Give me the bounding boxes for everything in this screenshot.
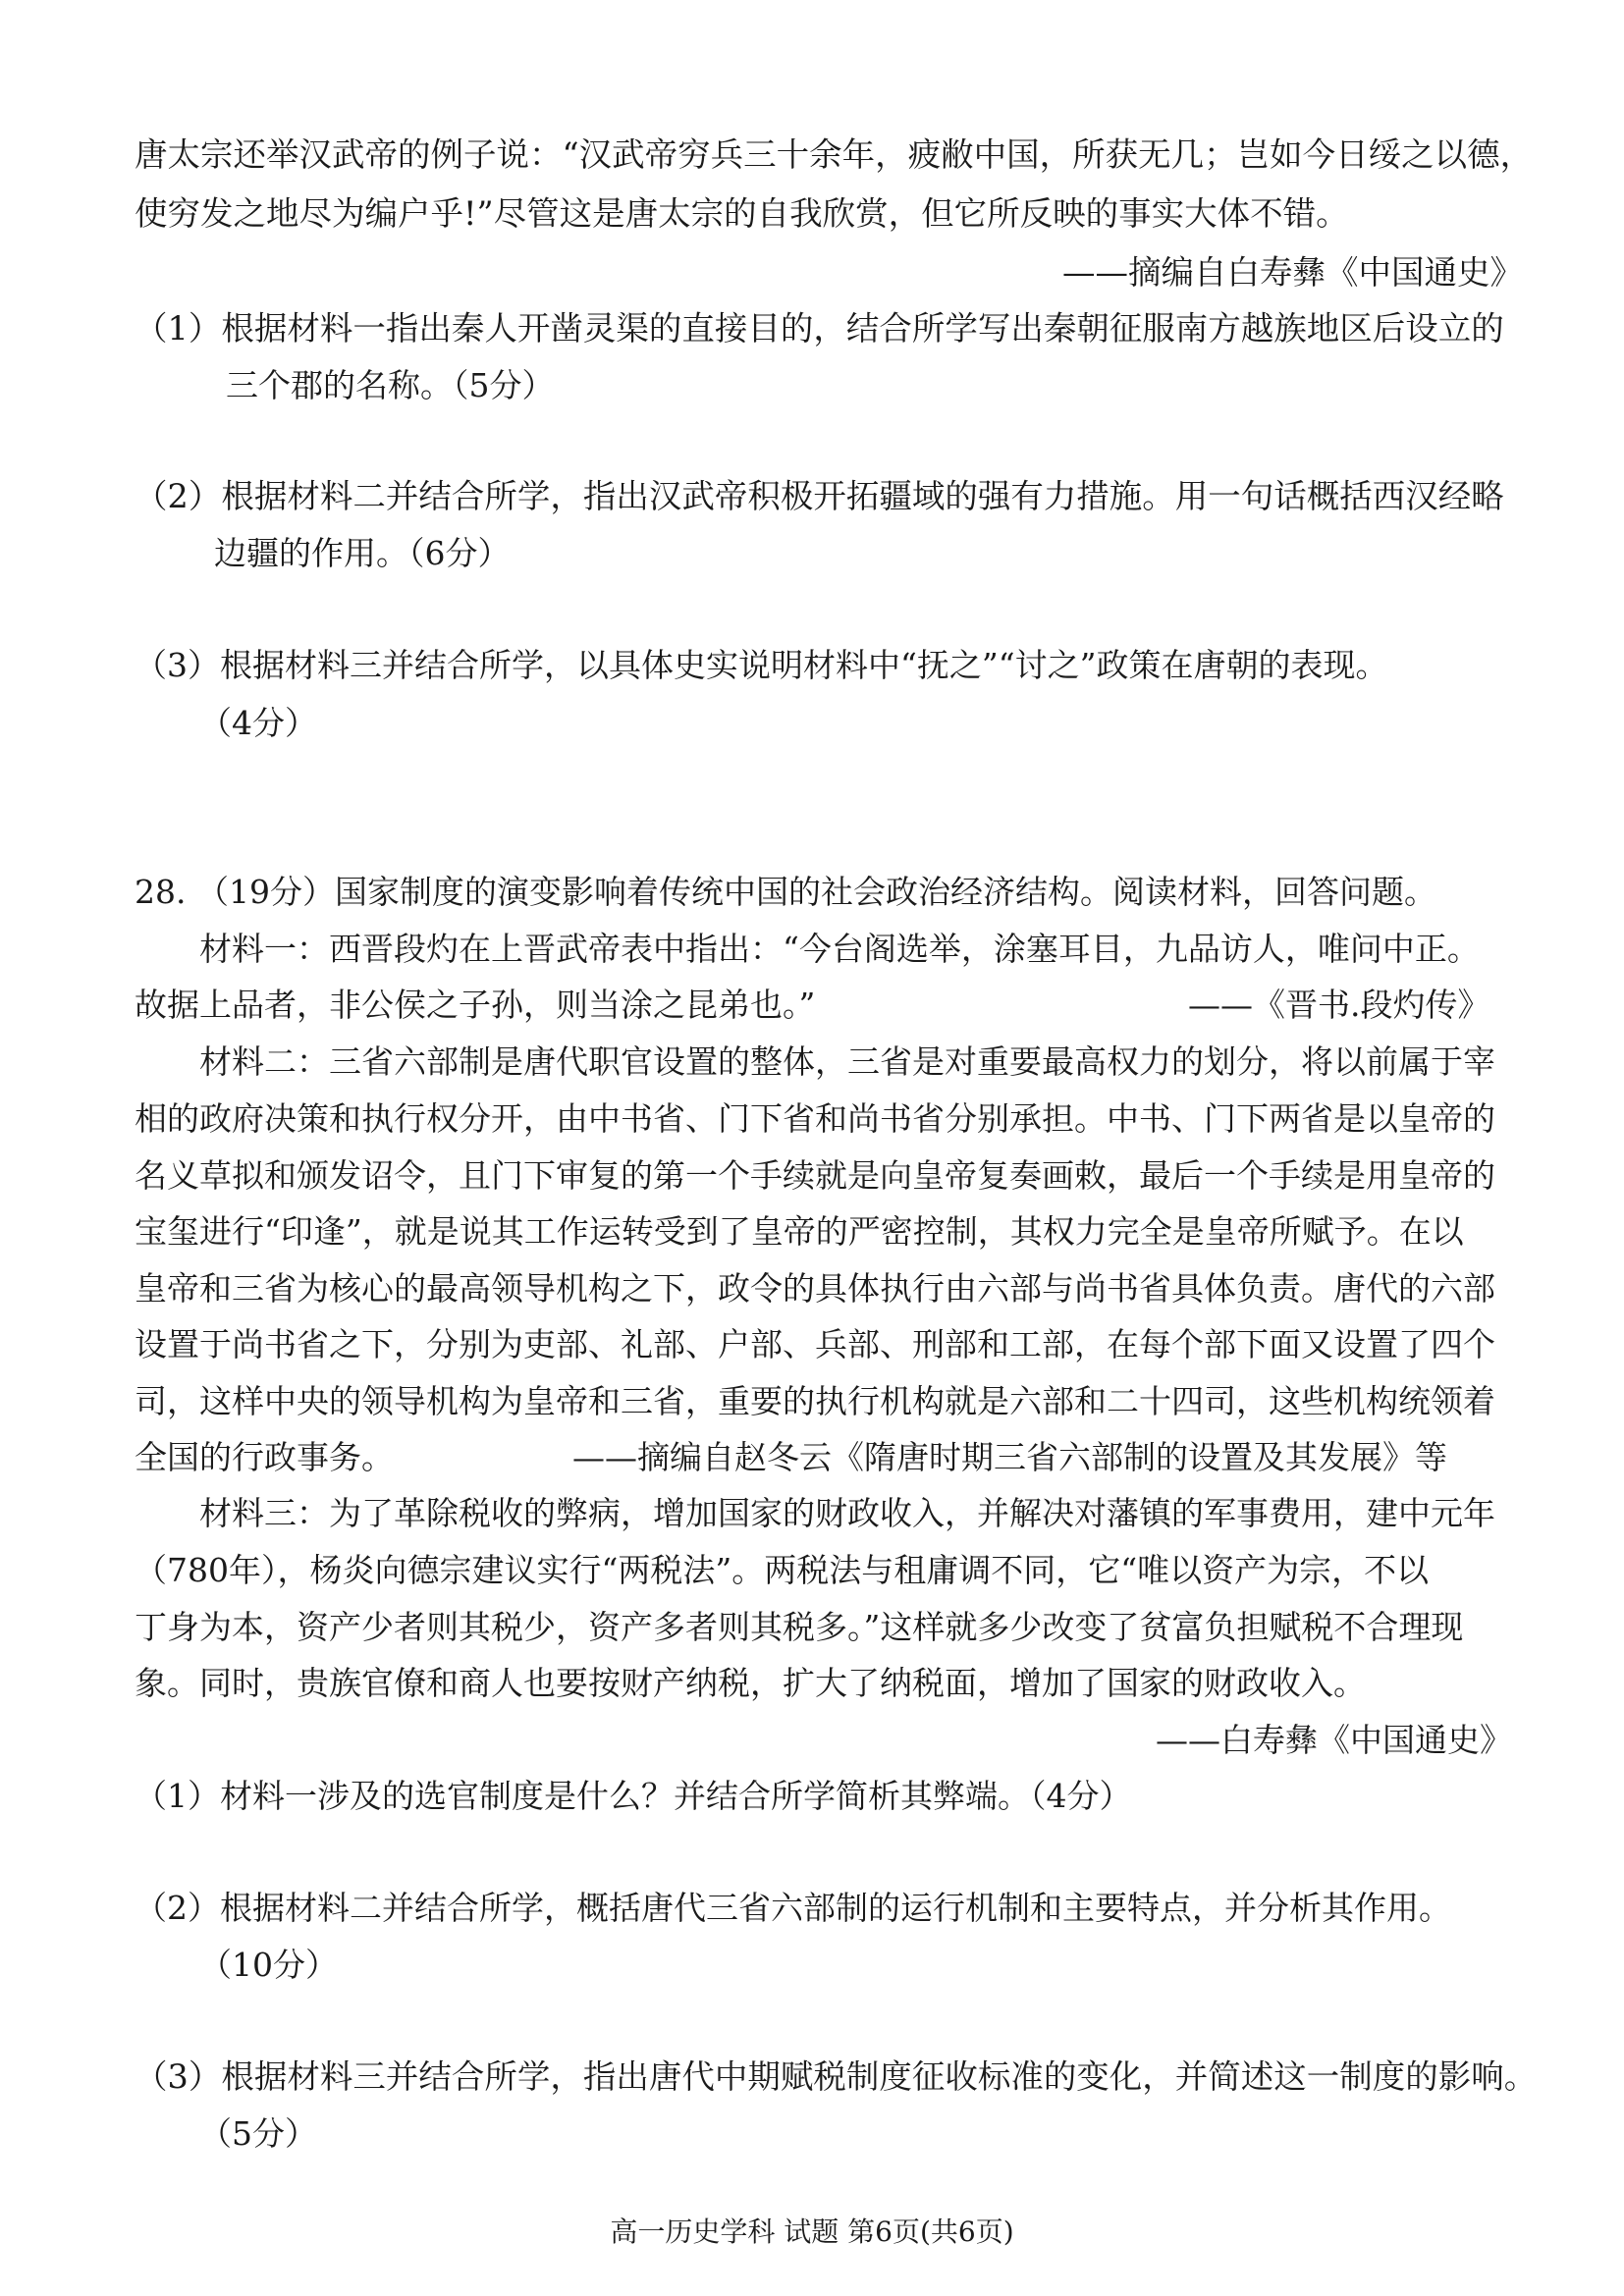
q28-question-2: （2）根据材料二并结合所学，概括唐代三省六部制的运行机制和主要特点，并分析其作用。 xyxy=(135,1889,1451,1927)
q28-material-1-line: 故据上品者，非公侯之子孙，则当涂之昆弟也。” xyxy=(135,986,816,1024)
q27-question-1-cont: 三个郡的名称。（5分） xyxy=(226,366,555,404)
q28-material-3-line: 材料三：为了革除税收的弊病，增加国家的财政收入，并解决对藩镇的军事费用，建中元年 xyxy=(199,1494,1495,1532)
q28-material-2-line: 宝玺进行“印逢”，就是说其工作运转受到了皇帝的严密控制，其权力完全是皇帝所赋予。在以 xyxy=(135,1212,1464,1251)
q27-question-2-cont: 边疆的作用。（6分） xyxy=(214,534,511,572)
q27-question-3: （3）根据材料三并结合所学，以具体史实说明材料中“抚之”“讨之”政策在唐朝的表现。 xyxy=(135,646,1388,684)
q28-header: 28. （19分）国家制度的演变影响着传统中国的社会政治经济结构。阅读材料，回答问题。 xyxy=(135,873,1436,911)
q28-question-3: （3）根据材料三并结合所学，指出唐代中期赋税制度征收标准的变化，并简述这一制度的影响。 xyxy=(135,2057,1538,2096)
q28-material-3-line: 象。同时，贵族官僚和商人也要按财产纳税，扩大了纳税面，增加了国家的财政收入。 xyxy=(135,1664,1366,1702)
q28-material-2-source: ——摘编自赵冬云《隋唐时期三省六部制的设置及其发展》等 xyxy=(572,1438,1447,1476)
q28-question-2-cont: （10分） xyxy=(199,1946,338,1984)
q28-question-1: （1）材料一涉及的选官制度是什么？并结合所学简析其弊端。（4分） xyxy=(135,1777,1132,1815)
q27-question-1: （1）根据材料一指出秦人开凿灵渠的直接目的，结合所学写出秦朝征服南方越族地区后设立的 xyxy=(135,309,1504,347)
q28-material-3-line: 丁身为本，资产少者则其税少，资产多者则其税多。”这样就多少改变了贫富负担赋税不合理现 xyxy=(135,1608,1464,1646)
q28-material-2-line: 设置于尚书省之下，分别为吏部、礼部、户部、兵部、刑部和工部，在每个部下面又设置了四个 xyxy=(135,1325,1495,1363)
page-footer: 高一历史学科 试题 第6页(共6页) xyxy=(610,2216,1014,2248)
q28-material-2-line: 名义草拟和颁发诏令，且门下审复的第一个手续就是向皇帝复奏画敕，最后一个手续是用皇帝的 xyxy=(135,1156,1495,1195)
q28-material-1-source: ——《晋书.段灼传》 xyxy=(1188,986,1490,1024)
q28-material-2-line: 皇帝和三省为核心的最高领导机构之下，政令的具体执行由六部与尚书省具体负责。唐代的六部 xyxy=(135,1269,1495,1308)
q28-material-2-line: 司，这样中央的领导机构为皇帝和三省，重要的执行机构就是六部和二十四司，这些机构统领着 xyxy=(135,1382,1495,1420)
material-text-line: 唐太宗还举汉武帝的例子说：“汉武帝穷兵三十余年，疲敝中国，所获无几；岂如今日绥之以德， xyxy=(135,135,1534,174)
q28-material-1-line: 材料一：西晋段灼在上晋武帝表中指出：“今台阁选举，涂塞耳目，九品访人，唯问中正。 xyxy=(199,930,1480,968)
q27-question-3-cont: （4分） xyxy=(199,704,317,742)
q28-question-3-cont: （5分） xyxy=(199,2114,317,2153)
q28-material-2-line: 相的政府决策和执行权分开，由中书省、门下省和尚书省分别承担。中书、门下两省是以皇帝的 xyxy=(135,1099,1495,1138)
material-source: ——摘编自白寿彝《中国通史》 xyxy=(1062,253,1523,292)
q27-question-2: （2）根据材料二并结合所学，指出汉武帝积极开拓疆域的强有力措施。用一句话概括西汉经略 xyxy=(135,477,1504,515)
material-text-line: 使穷发之地尽为编户乎!”尽管这是唐太宗的自我欣赏，但它所反映的事实大体不错。 xyxy=(135,194,1349,233)
q28-material-2-line: 全国的行政事务。 xyxy=(135,1438,394,1476)
q28-material-2-line: 材料二：三省六部制是唐代职官设置的整体，三省是对重要最高权力的划分，将以前属于宰 xyxy=(199,1042,1495,1081)
q28-material-3-source: ——白寿彝《中国通史》 xyxy=(1156,1721,1512,1759)
q28-material-3-line: （780年），杨炎向德宗建议实行“两税法”。两税法与租庸调不同，它“唯以资产为宗，不以 xyxy=(135,1551,1430,1589)
